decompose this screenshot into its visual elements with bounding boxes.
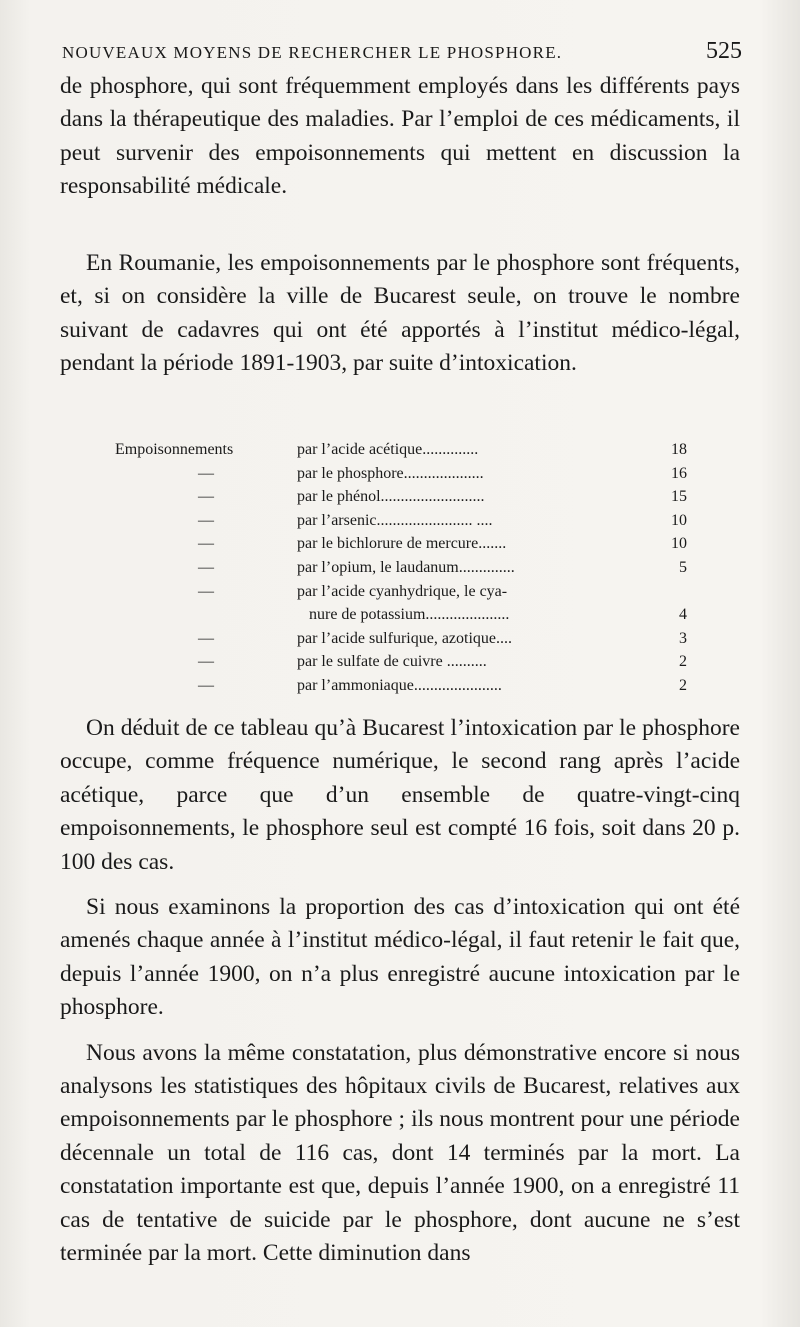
table-row [115,509,695,533]
table-row-lead: — [198,558,214,576]
table-row [115,627,695,651]
table-row-count: 2 [679,676,687,694]
table-row-count: 10 [671,511,687,529]
table-row-cause: par l’arsenic........................ .... [297,511,493,529]
table-row-lead: — [198,464,214,482]
table-row [115,650,695,674]
table-row [115,532,695,556]
table-row [115,462,695,486]
table-row-lead: — [198,582,214,600]
running-title: NOUVEAUX MOYENS DE RECHERCHER LE PHOSPHORE. [62,43,563,62]
table-row [115,580,695,604]
table-row-cause: par le phénol.......................... [297,488,485,506]
table-row-count: 5 [679,558,687,576]
table-row [115,485,695,509]
paragraph: Nous avons la même constatation, plus démonstrative encore si nous analysons les statistiques des hôpitaux civils de Bucarest, relatives aux empoisonnements par le phosphore ; ils nous montrent pour une période décennale un total de 116 cas, dont 14 terminés par la mort. La constatation importante est que, depuis l’année 1900, on a enregistré 11 cas de tentative de suicide par le phosphore, dont aucune ne s’est terminée par la mort. Cette diminution dans [60,1039,740,1267]
table-row-lead: — [198,676,214,694]
paragraph: On déduit de ce tableau qu’à Bucarest l’intoxication par le phosphore occupe, comme fréquence numérique, le second rang après l’acide acétique, parce que d’un ensemble de quatre-vingt-cinq empoisonnements, le phosphore seul est compté 16 fois, soit dans 20 p. 100 des cas. [60,715,740,875]
table-row-count: 4 [679,606,687,624]
table-row-cause: par l’ammoniaque...................... [297,676,502,694]
table-row-lead: — [198,629,214,647]
paragraph: Si nous examinons la proportion des cas d’intoxication qui ont été amenés chaque année à l’institut médico-légal, il faut retenir le fait que, depuis l’année 1900, on n’a plus enregistré aucune intoxication par le phosphore. [60,894,740,1021]
table-row-count: 3 [679,629,687,647]
paragraph: de phosphore, qui sont fréquemment employés dans les différents pays dans la thérapeutique des maladies. Par l’emploi de ces médicaments, il peut survenir des empoisonnements qui mettent en discussion la responsabilité médicale. [60,73,740,200]
table-row [115,674,695,698]
paragraph-intro-continuation [60,70,740,204]
table-row-lead: — [198,511,214,529]
table-row-count: 15 [671,488,687,506]
table-row-cause: par le sulfate de cuivre .......... [297,653,487,671]
table-row-cause: par l’opium, le laudanum.............. [297,558,515,576]
paragraph: En Roumanie, les empoisonnements par le phosphore sont fréquents, et, si on considère la ville de Bucarest seule, on trouve le nombre suivant de cadavres qui ont été apportés à l’institut médico-légal, pendant la période 1891-1903, par suite d’intoxication. [60,250,740,377]
table-row-count: 2 [679,653,687,671]
table-row-count: 16 [671,464,687,482]
table-row-lead: — [198,535,214,553]
table-row-count: 10 [671,535,687,553]
table-row-lead: Empoisonnements [115,441,234,458]
table-row-cause: par le bichlorure de mercure....... [297,535,507,553]
table-row-cause: par le phosphore.................... [297,464,484,482]
table-row [115,438,695,462]
table-row-lead: — [198,653,214,671]
page-number: 525 [706,38,742,64]
table-row-cause: nure de potassium..................... [309,606,510,624]
table-row-cause: par l’acide cyanhydrique, le cya- [297,582,508,600]
page-header [62,38,742,65]
table-row [115,556,695,580]
paragraph-romania [60,247,740,381]
table-row-lead: — [198,488,214,506]
table-row-cause: par l’acide acétique.............. [297,441,479,458]
poisoning-table [115,438,695,698]
table-row-count: 18 [671,441,687,458]
table-row [115,603,695,627]
table-row-cause: par l’acide sulfurique, azotique.... [297,629,513,647]
paragraphs-after-table [60,712,740,1271]
